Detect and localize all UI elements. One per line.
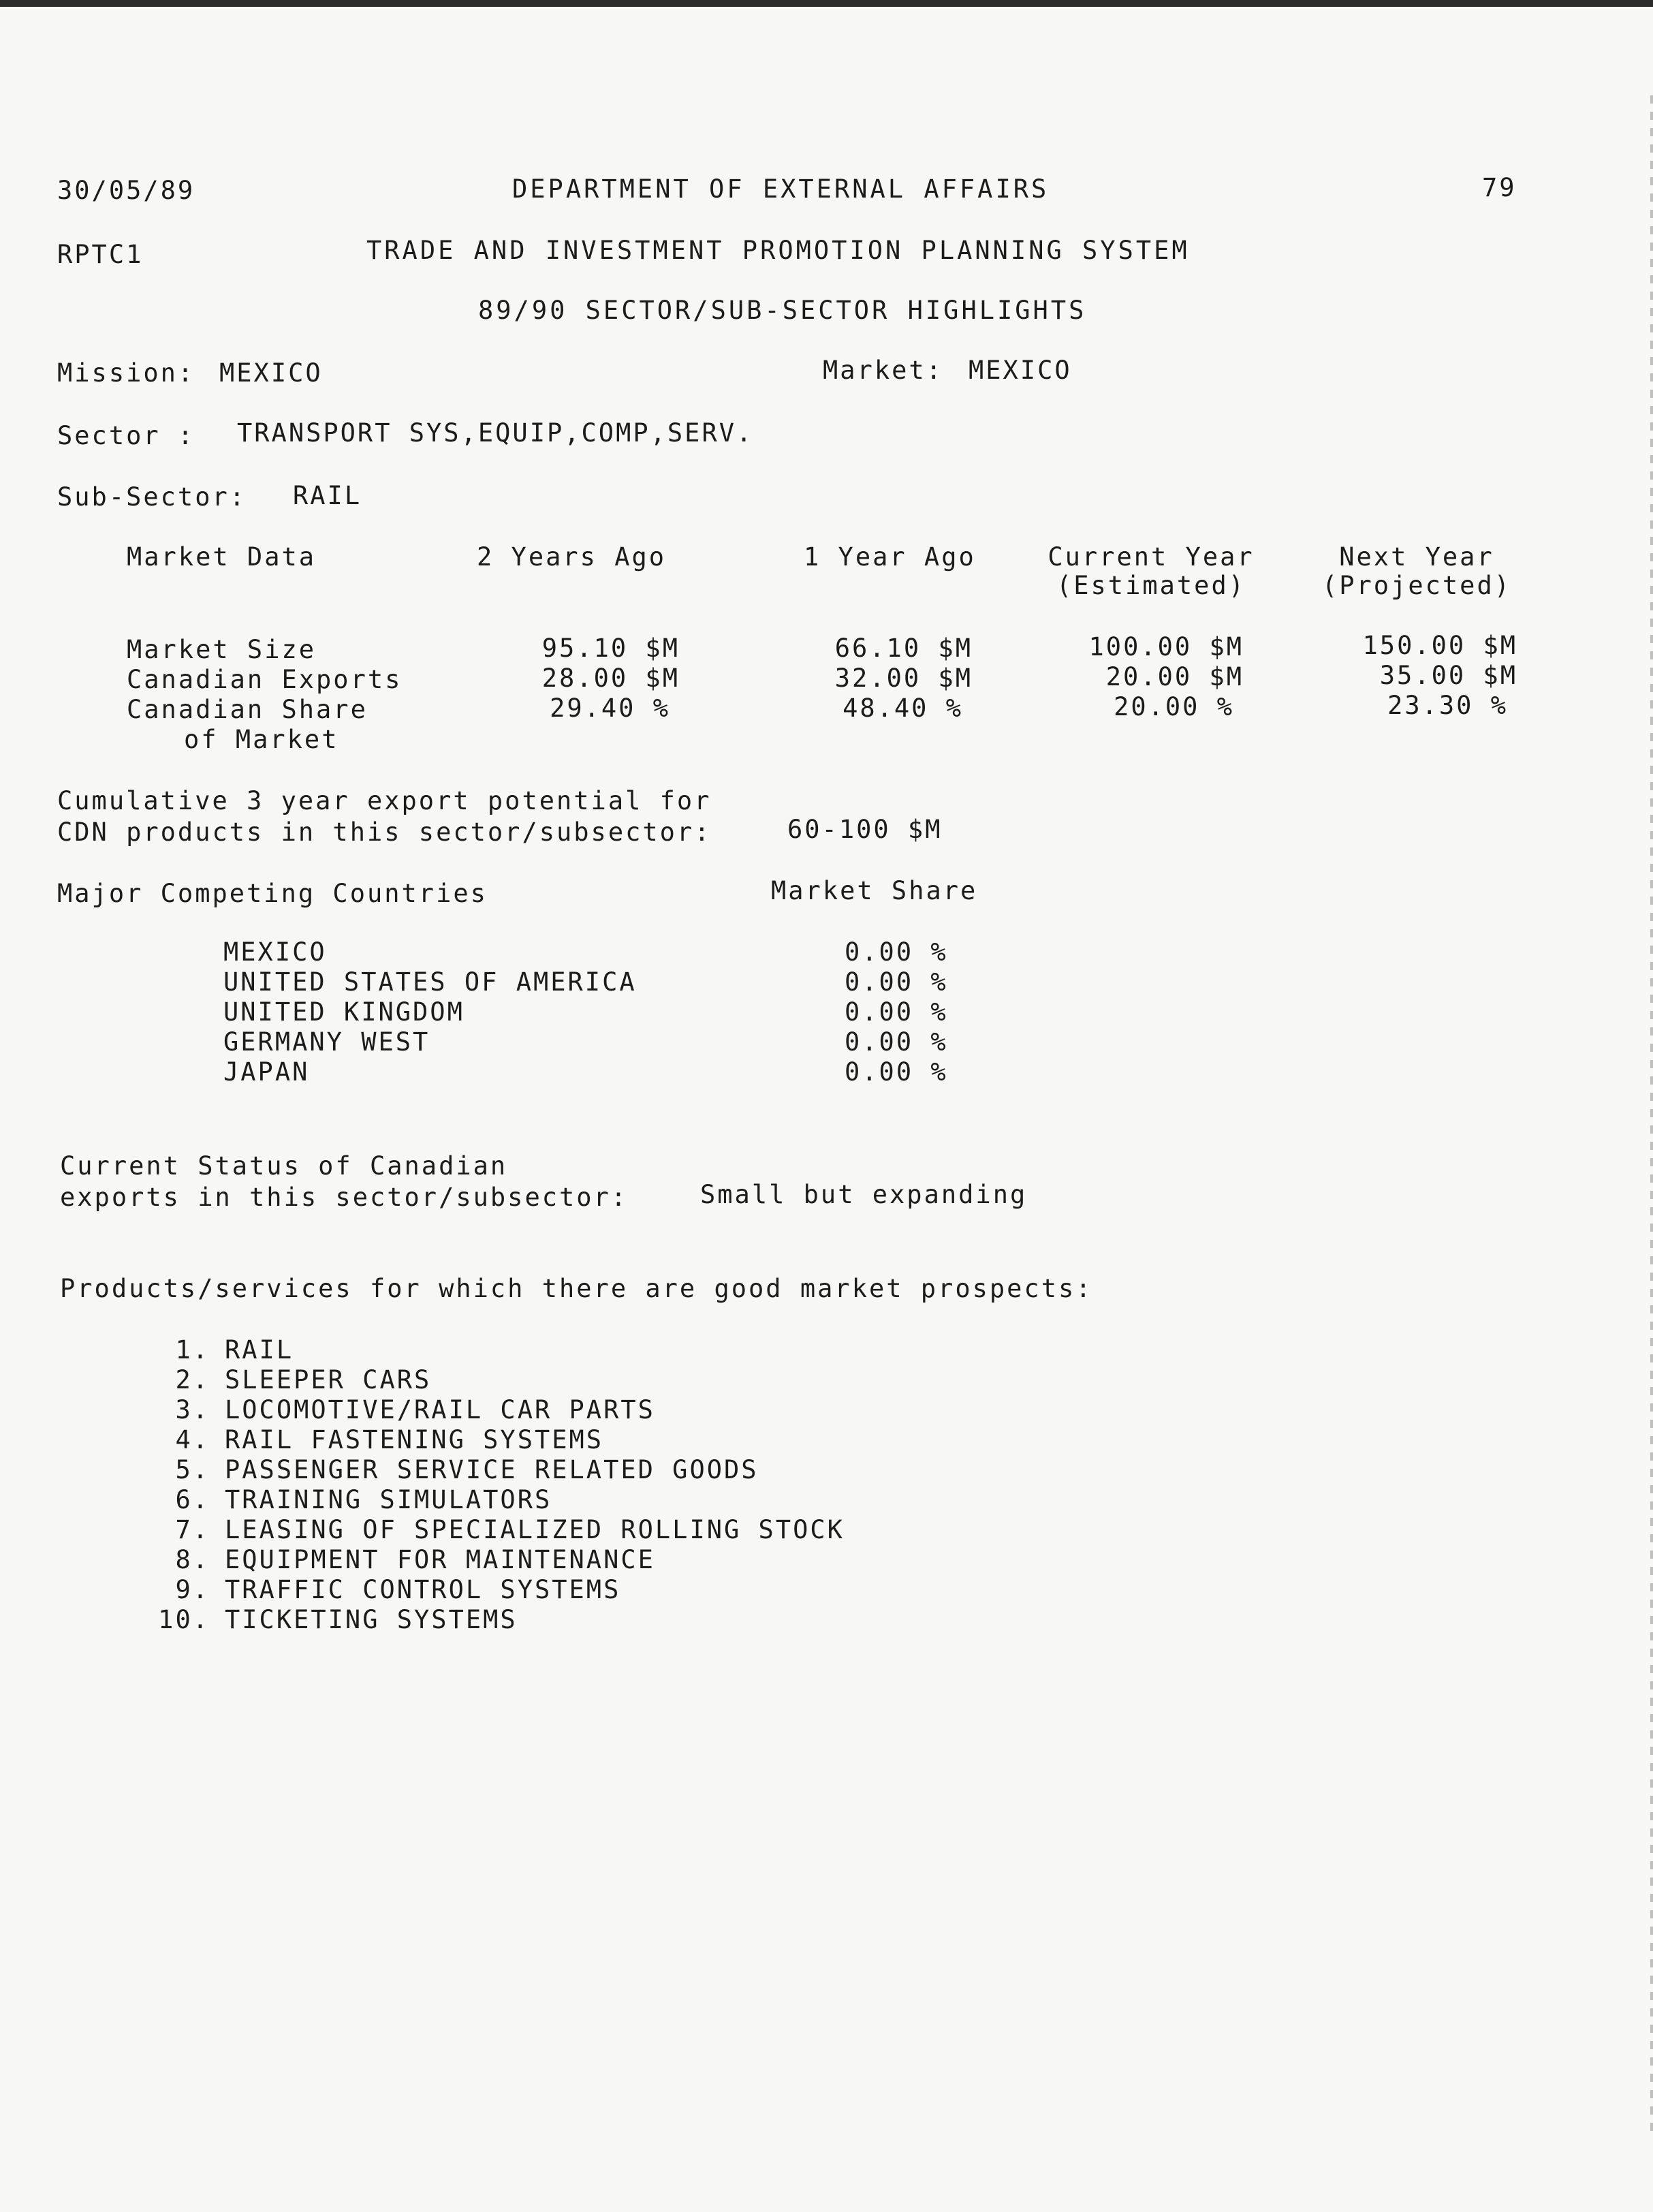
item-number: 6. xyxy=(175,1485,210,1514)
competitor-country: JAPAN xyxy=(223,1057,310,1087)
column-header-1-year-ago: 1 Year Ago xyxy=(804,542,976,572)
table-cell: 150.00 $M xyxy=(1362,631,1517,660)
sector-value: TRANSPORT SYS,EQUIP,COMP,SERV. xyxy=(237,418,754,448)
item-number: 10. xyxy=(158,1605,210,1634)
competitor-share: 0.00 % xyxy=(845,1057,948,1087)
item-text: LOCOMOTIVE/RAIL CAR PARTS xyxy=(225,1395,655,1424)
table-cell: 29.40 % xyxy=(550,694,670,723)
competitor-share: 0.00 % xyxy=(845,997,948,1027)
sub-sector-value: RAIL xyxy=(293,481,362,510)
table-cell: 28.00 $M xyxy=(541,664,680,693)
table-cell: 35.00 $M xyxy=(1379,661,1517,690)
item-text: TRAFFIC CONTROL SYSTEMS xyxy=(225,1575,621,1604)
item-number: 4. xyxy=(175,1425,210,1454)
item-text: TICKETING SYSTEMS xyxy=(225,1605,518,1634)
table-cell: 100.00 $M xyxy=(1088,632,1244,661)
column-header-market-data: Market Data xyxy=(127,542,317,572)
competitor-share: 0.00 % xyxy=(845,937,948,967)
item-text: TRAINING SIMULATORS xyxy=(225,1485,552,1514)
column-header-current-year: Current Year xyxy=(1048,542,1255,572)
item-number: 3. xyxy=(175,1395,210,1424)
competitor-share: 0.00 % xyxy=(845,1027,948,1057)
item-text: EQUIPMENT FOR MAINTENANCE xyxy=(225,1545,655,1574)
item-number: 1. xyxy=(175,1335,210,1365)
mission-label: Mission: xyxy=(57,358,195,388)
sector-label: Sector : xyxy=(57,421,195,450)
item-number: 7. xyxy=(175,1515,210,1544)
table-cell: 23.30 % xyxy=(1387,691,1508,720)
market-label: Market: xyxy=(823,356,943,385)
system-title: TRADE AND INVESTMENT PROMOTION PLANNING SYSTEM xyxy=(366,236,1190,265)
department-title: DEPARTMENT OF EXTERNAL AFFAIRS xyxy=(512,174,1050,204)
column-header-current-year-sub: (Estimated) xyxy=(1056,571,1246,600)
market-value: MEXICO xyxy=(969,356,1072,385)
status-value: Small but expanding xyxy=(700,1180,1028,1209)
competitor-country: GERMANY WEST xyxy=(223,1027,430,1057)
row-label: Market Size xyxy=(127,635,317,664)
mission-value: MEXICO xyxy=(219,358,323,388)
prospects-heading: Products/services for which there are good market prospects: xyxy=(60,1274,1093,1303)
item-text: LEASING OF SPECIALIZED ROLLING STOCK xyxy=(225,1515,845,1544)
item-number: 9. xyxy=(175,1575,210,1604)
export-potential-value: 60-100 $M xyxy=(787,815,943,844)
row-label: Canadian Share xyxy=(127,695,368,724)
page-number: 79 xyxy=(1482,173,1517,202)
competitors-header: Major Competing Countries xyxy=(57,879,488,908)
report-code: RPTC1 xyxy=(57,240,144,269)
status-line1: Current Status of Canadian xyxy=(60,1151,508,1181)
status-line2: exports in this sector/subsector: xyxy=(60,1183,629,1212)
item-number: 2. xyxy=(175,1365,210,1395)
table-cell: 32.00 $M xyxy=(834,664,973,693)
competitor-share: 0.00 % xyxy=(845,967,948,997)
report-date: 30/05/89 xyxy=(57,176,195,205)
table-cell: 66.10 $M xyxy=(834,634,973,663)
table-cell: 20.00 $M xyxy=(1105,662,1244,691)
table-cell: 95.10 $M xyxy=(541,634,680,663)
table-cell: 48.40 % xyxy=(843,694,963,723)
column-header-next-year: Next Year xyxy=(1339,542,1494,572)
competitor-country: MEXICO xyxy=(223,937,327,967)
column-header-2-years-ago: 2 Years Ago xyxy=(477,542,667,572)
row-label-continued: of Market xyxy=(184,725,339,754)
item-text: RAIL xyxy=(225,1335,294,1365)
market-share-header: Market Share xyxy=(771,876,978,905)
export-potential-line1: Cumulative 3 year export potential for xyxy=(57,786,712,815)
item-number: 8. xyxy=(175,1545,210,1574)
item-text: SLEEPER CARS xyxy=(225,1365,432,1395)
table-cell: 20.00 % xyxy=(1114,692,1234,721)
item-text: RAIL FASTENING SYSTEMS xyxy=(225,1425,604,1454)
item-number: 5. xyxy=(175,1455,210,1484)
row-label: Canadian Exports xyxy=(127,665,403,694)
item-text: PASSENGER SERVICE RELATED GOODS xyxy=(225,1455,759,1484)
sub-sector-label: Sub-Sector: xyxy=(57,482,247,512)
competitor-country: UNITED KINGDOM xyxy=(223,997,465,1027)
export-potential-line2: CDN products in this sector/subsector: xyxy=(57,817,712,847)
report-title: 89/90 SECTOR/SUB-SECTOR HIGHLIGHTS xyxy=(478,296,1087,325)
competitor-country: UNITED STATES OF AMERICA xyxy=(223,967,637,997)
scan-top-edge xyxy=(0,0,1653,7)
column-header-next-year-sub: (Projected) xyxy=(1321,571,1512,600)
scan-right-edge xyxy=(1650,95,1653,2139)
